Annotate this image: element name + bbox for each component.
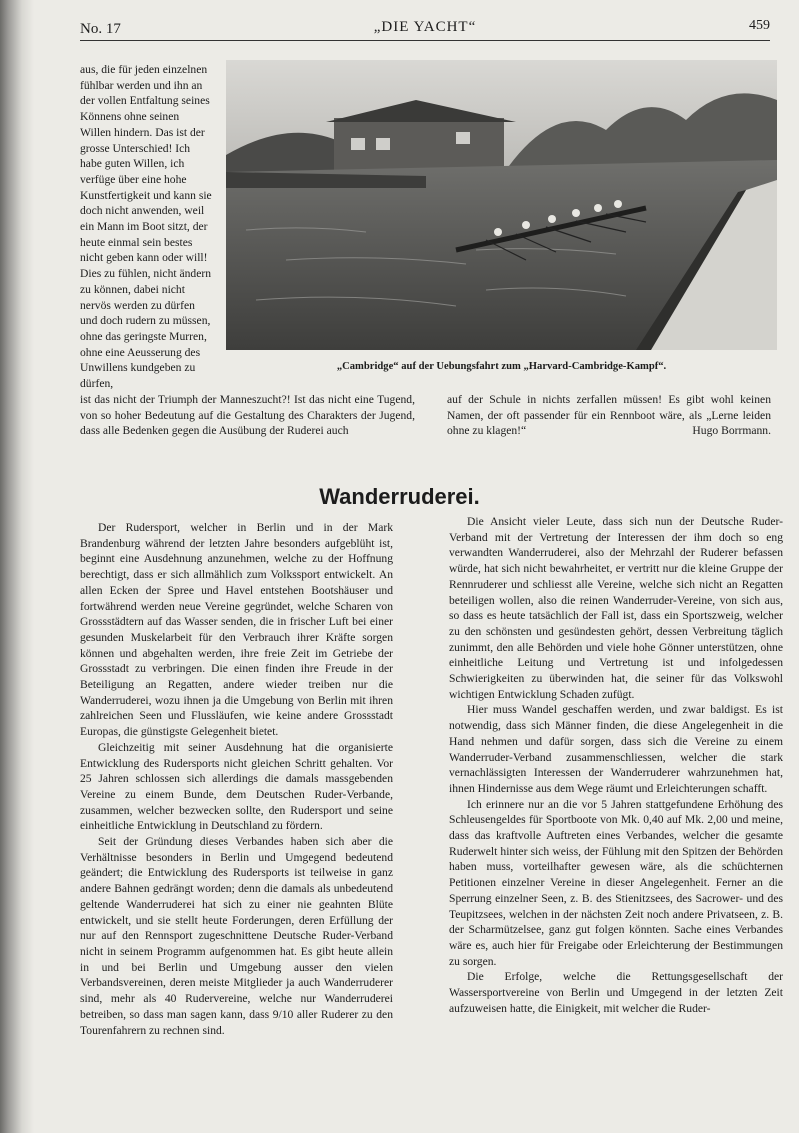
article-column-left xyxy=(80,520,393,1038)
header-rule xyxy=(80,40,770,41)
article-author: Hugo Borrmann. xyxy=(692,424,771,438)
article-column-right xyxy=(449,514,783,1017)
article-paragraph: Der Rudersport, welcher in Berlin und in der Mark Brandenburg während der letzten Jahre besonders aufgeblüht ist, beginnt eine Ausdehnung anzunehmen, welche zu der Hoffnung berechtigt, dass er sich allmählich zum Volkssport entwickelt. An allen Ecken der Spree und Havel entstehen Bootshäuser und fortwährend werden neue Vereine gegründet, welche Scharen von Grossstädtern auf das Wasser senden, die in frischer Luft bei einer gesunden Muskelarbeit für den Verbrauch ihrer Kräfte sorgen können und abgehalten werden, ihre freie Zeit im Getriebe der Grossstadt zu verbringen. Die einen finden ihre Freude in der Beteiligung an Regatten, andere wieder treiben nur die Wanderruderei, wozu ihnen ja die Umgebung von Berlin mit ihren zahlreichen Seen und Flussläufen, wie keine andere Grossstadt Europas, die günstigste Gelegenheit bietet. xyxy=(80,521,393,739)
article-paragraph: Hier muss Wandel geschaffen werden, und zwar baldigst. Es ist notwendig, dass sich Männer finden, die diese Angelegenheit in die Hand nehmen und dafür sorgen, dass sich die Vereine zu einem Wanderruder-Verband zusammenschliessen, welcher die stark vernachlässigten Interessen der Wanderruderer wahrzunehmen hat, ihnen Hindernisse aus dem Wege räumt und Erleichterungen schafft. xyxy=(449,703,783,795)
page-binding-shadow xyxy=(0,0,34,1133)
journal-title: „DIE YACHT“ xyxy=(373,19,477,35)
intro-column xyxy=(80,62,212,392)
page-header xyxy=(80,18,770,42)
page-number: 459 xyxy=(749,18,770,33)
intro-continuation-left xyxy=(80,392,415,439)
continuation-left-text: ist das nicht der Triumph der Manneszucht?! Ist das nicht eine Tugend, von so hoher Bedeutung auf die Gestaltung des Charakters der Jugend, dass alle Bedenken gegen die Ausübung der Ruderei auch xyxy=(80,393,415,438)
article-paragraph: Ich erinnere nur an die vor 5 Jahren stattgefundene Erhöhung des Schleusengeldes für Sportboote von Mk. 0,40 auf Mk. 2,00 und meine, dass das kraftvolle Auftreten eines Verbandes, welcher die gesamte Ruderwelt hinter sich weiss, der Fühlung mit den Spitzen der Behörden haben muss, vorteilhafter gewesen wäre, als die schüchternen Petitionen einzelner Vereine in dieser Angelegenheit. Ferner an die Sperrung einzelner Seen, z. B. des Stienitzsees, des Sacrower- und des Teupitzsees, welchen in der nächsten Zeit noch andere Privatseen, z. B. der Scharmützelsee, ganz gut folgen könnten. Sache eines Verbandes wäre es, auch hier für Freigabe oder Erleichterung der Bestimmungen zu sorgen. xyxy=(449,797,783,968)
continuation-right-text xyxy=(447,392,771,439)
article-paragraph: Die Ansicht vieler Leute, dass sich nun der Deutsche Ruder-Verband mit der Vertretung der Interessen der ihm doch so eng verwandten Wanderruderei, also der Mehrzahl der Ruderer befassen würde, hat sich nicht bewahrheitet, er vertritt nur die kleine Gruppe der Rennruderer und schliesst alle Vereine, welche sich nicht an Regatten beteiligen wollen, also die reinen Wanderruder-Vereine, von sich aus, so dass es heute tatsächlich der Fall ist, dass ein Sportszweig, welcher zu den schönsten und gesündesten gehört, dessen Verbreitung täglich zunimmt, den alle Behörden und viele hohe Gönner unterstützen, ohne einheitliche Leitung und Vertretung ist und infolgedessen Schwierigkeiten zu überwinden hat, die seiner für das Volkswohl wichtigen Entwicklung Schaden zufügt. xyxy=(449,515,783,701)
article-paragraph: Die Erfolge, welche die Rettungsgesellschaft der Wassersportvereine von Berlin und Umgegend in der letzten Zeit aufzuweisen hatte, die Einigkeit, mit welcher die Ruder- xyxy=(449,970,783,1015)
rowing-photo-illustration xyxy=(226,60,777,350)
article-paragraph: Seit der Gründung dieses Verbandes haben sich aber die Verhältnisse besonders in Berlin und Umgegend bedeutend geändert; die Entwicklung des Rudersports ist teilweise in ganz andere Bahnen gedrängt worden; denn die damals als unbedeutend geltende Wanderruderei hat sich zu einer nie geahnten Blüte entwickelt, und sie stellt heute Forderungen, deren Erfüllung der nur auf den Rennsport zugeschnittene Deutsche Ruder-Verband nicht in seinem Programm aufgenommen hat. Es gibt heute allein in und bei Berlin und Umgebung ausser den vielen Verbandsvereinen, deren meiste Mitglieder ja auch Wanderruderer sind, mehr als 40 Rudervereine, welche nur Wanderruderei betreiben, so dass man sagen kann, dass 9/10 aller Ruderer zu den Tourenfahrern zu rechnen sind. xyxy=(80,835,393,1037)
article-title: Wanderruderei. xyxy=(319,484,480,509)
photo-caption: „Cambridge“ auf der Uebungsfahrt zum „Harvard-Cambridge-Kampf“. xyxy=(336,361,667,372)
intro-paragraph: aus, die für jeden einzelnen fühlbar werden und ihn an der vollen Entfaltung seines Könnens ohne seinen Willen hindern. Das ist der grosse Unterschied! Ich habe guten Willen, ich verfüge über eine hohe Kunstfertigkeit und kann sie doch nicht anwenden, weil ein Mann im Boot sitzt, der heute einmal sein bestes nicht geben kann oder will! Dies zu fühlen, nicht ändern zu können, dabei nicht nervös werden zu dürfen und doch rudern zu müssen, ohne das geringste Murren, ohne eine Aeusserung des Unwillens kundgeben zu dürfen, xyxy=(80,63,212,391)
rowing-photo xyxy=(226,60,777,350)
intro-continuation-right xyxy=(447,392,771,439)
continuation-right-sentence: auf der Schule in nichts zerfallen müssen! Es gibt wohl keinen Namen, der oft passender für ein Rennboot wäre, als „Lerne leiden ohne zu klagen!“ xyxy=(447,393,771,438)
article-paragraph: Gleichzeitig mit seiner Ausdehnung hat die organisierte Entwicklung des Rudersports nicht gleichen Schritt gehalten. Vor 25 Jahren schlossen sich allerdings die damals massgebenden Vereine zu einem Bunde, dem Deutschen Ruder-Verbande, zusammen, welcher bezwecken sollte, den Rudersport und seine einheitliche Entwicklung in Deutschland zu fördern. xyxy=(80,740,393,833)
issue-number: No. 17 xyxy=(80,21,121,37)
